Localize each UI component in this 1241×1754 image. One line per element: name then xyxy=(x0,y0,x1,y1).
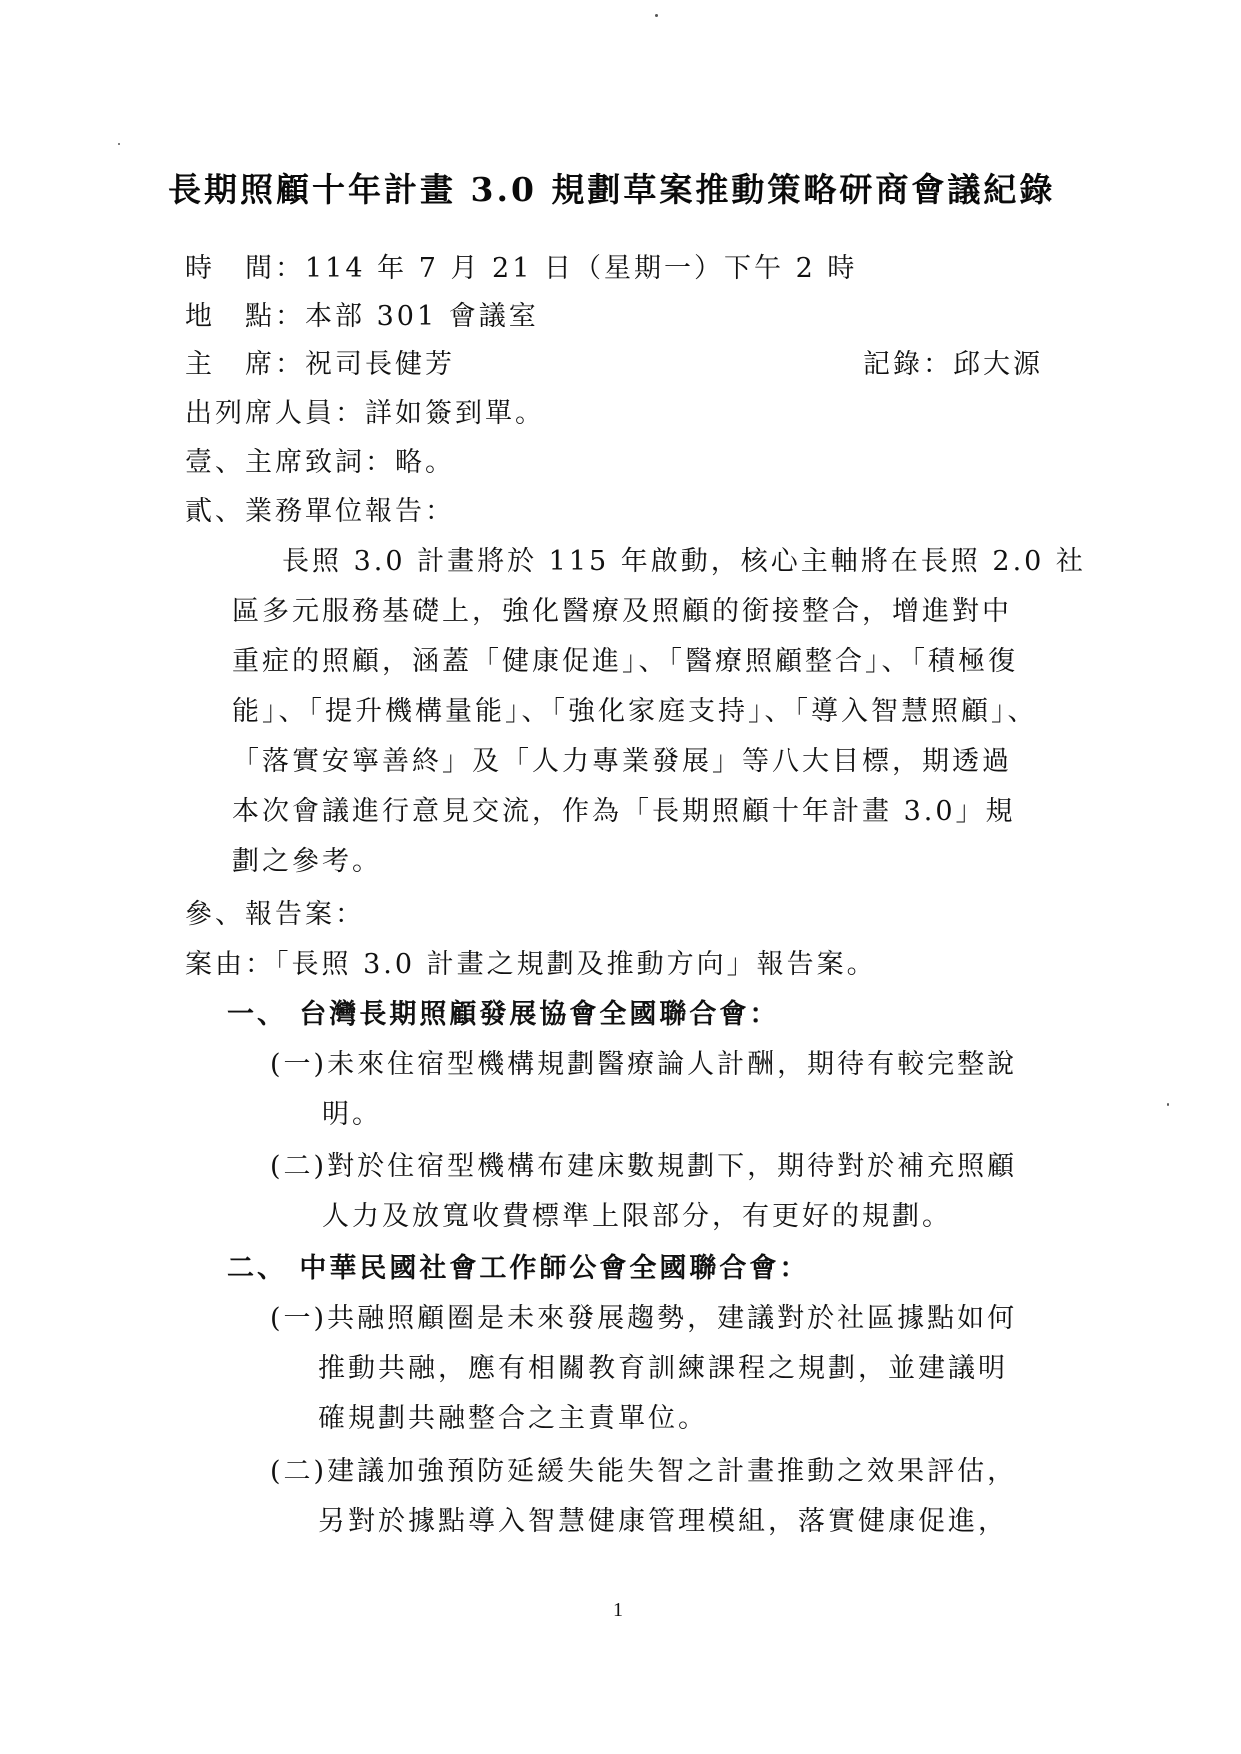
org1-item2-line: (二)對於住宿型機構布建床數規劃下，期待對於補充照顧 xyxy=(270,1151,1018,1182)
org2-item1-line: (一)共融照顧圈是未來發展趨勢，建議對於社區據點如何 xyxy=(270,1303,1018,1334)
scan-speck xyxy=(1167,1103,1169,1106)
meeting-time: 時 間：114 年 7 月 21 日（星期一）下午 2 時 xyxy=(185,253,858,284)
org1-item2-line: 人力及放寬收費標準上限部分，有更好的規劃。 xyxy=(322,1201,952,1232)
meeting-chair: 主 席：祝司長健芳 xyxy=(185,349,455,380)
meeting-recorder: 記錄：邱大源 xyxy=(863,349,1043,380)
org2-item1-line: 推動共融，應有相關教育訓練課程之規劃，並建議明 xyxy=(318,1353,1008,1384)
report-case-subject: 案由：「長照 3.0 計畫之規劃及推動方向」報告案。 xyxy=(185,949,877,980)
document-title: 長期照顧十年計畫 3.0 規劃草案推動策略研商會議紀錄 xyxy=(168,170,1056,209)
org-heading-2: 二、 中華民國社會工作師公會全國聯合會： xyxy=(227,1253,810,1284)
meeting-place: 地 點：本部 301 會議室 xyxy=(185,301,539,332)
business-report-line: 長照 3.0 計畫將於 115 年啟動，核心主軸將在長照 2.0 社 xyxy=(282,546,1086,577)
business-report-line: 重症的照顧，涵蓋「健康促進」、「醫療照顧整合」、「積極復 xyxy=(232,646,1018,677)
scan-speck xyxy=(118,143,120,145)
org2-item1-line: 確規劃共融整合之主責單位。 xyxy=(318,1403,708,1434)
business-report-line: 能」、「提升機構量能」、「強化家庭支持」、「導入智慧照顧」、 xyxy=(232,696,1038,727)
org1-item1-line: 明。 xyxy=(322,1099,382,1130)
scan-speck xyxy=(655,14,658,17)
org1-item1-line: (一)未來住宿型機構規劃醫療論人計酬，期待有較完整說 xyxy=(270,1049,1018,1080)
business-report-line: 區多元服務基礎上，強化醫療及照顧的銜接整合，增進對中 xyxy=(232,596,1012,627)
meeting-attendees: 出列席人員：詳如簽到單。 xyxy=(185,398,545,429)
org2-item2-line: 另對於據點導入智慧健康管理模組，落實健康促進， xyxy=(318,1506,1008,1537)
section-business-report-heading: 貳、業務單位報告： xyxy=(185,496,455,527)
business-report-line: 劃之參考。 xyxy=(232,846,382,877)
section-report-cases-heading: 參、報告案： xyxy=(185,899,365,930)
section-chair-remarks: 壹、主席致詞：略。 xyxy=(185,447,455,478)
page-number: 1 xyxy=(613,1599,623,1621)
org2-item2-line: (二)建議加強預防延緩失能失智之計畫推動之效果評估， xyxy=(270,1456,1018,1487)
business-report-line: 本次會議進行意見交流，作為「長期照顧十年計畫 3.0」規 xyxy=(232,796,1016,827)
org-heading-1: 一、 台灣長期照顧發展協會全國聯合會： xyxy=(227,999,780,1030)
business-report-line: 「落實安寧善終」及「人力專業發展」等八大目標，期透過 xyxy=(232,746,1012,777)
